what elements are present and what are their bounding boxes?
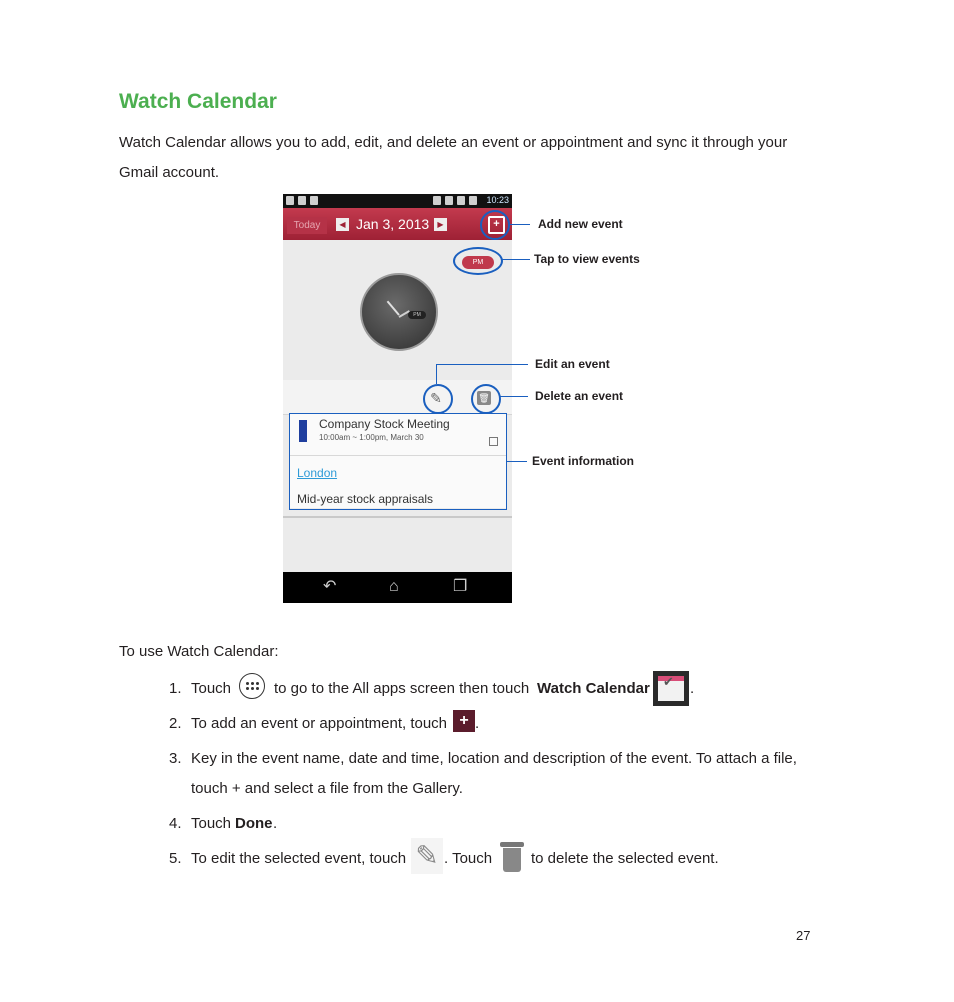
- signal-status-icon: [445, 196, 453, 205]
- step-number: 3.: [169, 750, 182, 767]
- video-status-icon: [310, 196, 318, 205]
- pencil-icon: ✎: [411, 838, 443, 874]
- step-1-bold: Watch Calendar: [537, 680, 650, 697]
- intro-line-2: Gmail account.: [119, 164, 220, 181]
- callout-edit-an-event: Edit an event: [535, 357, 610, 371]
- callout-tap-to-view-events: Tap to view events: [534, 252, 640, 266]
- event-description: Mid-year stock appraisals: [297, 492, 434, 506]
- home-icon[interactable]: ⌂: [389, 578, 399, 595]
- step-4-period: .: [273, 815, 278, 832]
- page-number: 27: [796, 928, 811, 943]
- edit-highlight: [423, 384, 453, 414]
- step-number: 4.: [169, 815, 182, 832]
- minute-hand: [387, 301, 400, 316]
- gallery-status-icon: [286, 196, 294, 205]
- step-5-text-3: to delete the selected event.: [531, 850, 719, 867]
- step-1-period: .: [690, 680, 695, 697]
- today-button[interactable]: Today: [287, 217, 327, 234]
- android-nav-bar: [283, 572, 512, 603]
- event-info-leader: [507, 461, 527, 462]
- add-event-icon[interactable]: +: [488, 216, 505, 234]
- step-number: 5.: [169, 850, 182, 867]
- steps-heading: To use Watch Calendar:: [119, 643, 279, 660]
- intro-line-1: Watch Calendar allows you to add, edit, and delete an event or appointment and sync it through your: [119, 134, 788, 151]
- current-date: Jan 3, 2013: [356, 216, 430, 232]
- edit-pencil-icon[interactable]: ✎: [430, 390, 442, 406]
- step-5-text-2: . Touch: [444, 850, 493, 867]
- add-event-leader: [508, 224, 530, 225]
- step-3-line-1: Key in the event name, date and time, location and description of the event. To attach a file,: [191, 750, 797, 767]
- all-apps-icon: [239, 673, 265, 699]
- edit-leader-vertical: [436, 364, 437, 384]
- step-5-text: To edit the selected event, touch: [191, 850, 407, 867]
- step-2-period: .: [475, 715, 480, 732]
- battery-status-icon: [457, 196, 465, 205]
- event-location-link[interactable]: London: [297, 466, 338, 480]
- step-4-bold: Done: [235, 815, 273, 832]
- sync-status-icon: [433, 196, 441, 205]
- download-status-icon: [298, 196, 306, 205]
- add-event-icon: +: [453, 710, 475, 732]
- event-time: 10:00am ~ 1:00pm, March 30: [319, 433, 424, 442]
- delete-highlight: [471, 384, 501, 414]
- callout-delete-an-event: Delete an event: [535, 389, 624, 403]
- step-3-line-2: touch + and select a file from the Gallery.: [191, 780, 463, 797]
- step-1-text-2: to go to the All apps screen then touch: [274, 680, 530, 697]
- status-time: 10:23: [486, 195, 509, 205]
- divider: [283, 516, 512, 518]
- pm-leader: [501, 259, 530, 260]
- step-4-text: Touch: [191, 815, 232, 832]
- status-bar: [283, 194, 512, 208]
- pm-toggle-button[interactable]: PM: [462, 256, 494, 269]
- clock-pm-indicator: PM: [408, 311, 426, 319]
- next-day-button[interactable]: ▶: [434, 218, 447, 231]
- callout-event-information: Event information: [532, 454, 635, 468]
- callout-add-new-event: Add new event: [538, 217, 623, 231]
- prev-day-button[interactable]: ◀: [336, 218, 349, 231]
- event-title: Company Stock Meeting: [319, 417, 450, 431]
- edit-leader: [436, 364, 528, 365]
- calendar-header: [283, 208, 512, 240]
- event-info-highlight: [289, 413, 507, 510]
- back-icon[interactable]: ↶: [323, 578, 337, 595]
- step-number: 2.: [169, 715, 182, 732]
- watch-clock-face: [360, 273, 438, 351]
- page-title: Watch Calendar: [119, 90, 277, 113]
- watch-calendar-icon: ✔: [653, 671, 689, 706]
- step-2-text: To add an event or appointment, touch: [191, 715, 448, 732]
- trash-icon: [496, 840, 528, 874]
- step-number: 1.: [169, 680, 182, 697]
- delete-trash-icon[interactable]: 🗑: [478, 393, 490, 403]
- step-1-text: Touch: [191, 680, 232, 697]
- gallery2-status-icon: [469, 196, 477, 205]
- recent-apps-icon[interactable]: ❐: [453, 578, 468, 595]
- delete-leader: [499, 396, 528, 397]
- pm-highlight: [453, 247, 503, 275]
- add-event-highlight: [480, 210, 510, 240]
